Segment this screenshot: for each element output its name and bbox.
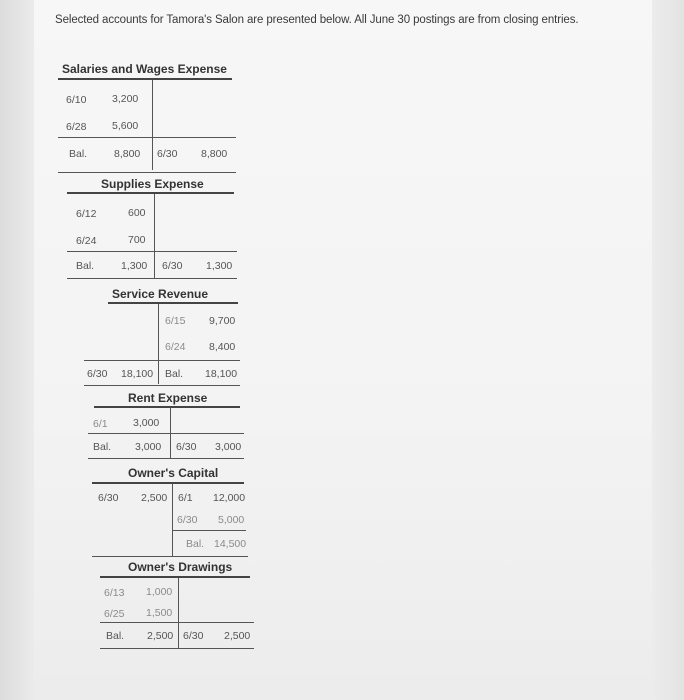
- balance-label: Bal.: [76, 260, 95, 272]
- entry-date: 6/30: [177, 514, 198, 526]
- closing-rule: [88, 458, 244, 459]
- credit-date: 6/30: [183, 630, 204, 642]
- account-title: Salaries and Wages Expense: [62, 62, 227, 76]
- closing-rule: [58, 172, 236, 173]
- entry-date: 6/15: [165, 315, 186, 327]
- title-underline: [94, 406, 240, 408]
- t-divider: [154, 194, 155, 278]
- entry-amount: 600: [128, 207, 146, 219]
- entry-amount: 1,500: [146, 607, 173, 619]
- credit-date: 6/30: [162, 260, 183, 272]
- credit-amount: 1,300: [206, 260, 233, 272]
- entry-amount: 8,400: [209, 341, 236, 353]
- title-underline: [100, 576, 250, 578]
- balance-amount: 3,000: [135, 441, 162, 453]
- entry-amount: 1,000: [146, 586, 173, 598]
- balance-amount: 18,100: [205, 368, 238, 380]
- entry-date: 6/1: [178, 492, 193, 504]
- account-title: Owner's Drawings: [128, 560, 233, 574]
- account-title: Service Revenue: [112, 287, 209, 301]
- balance-amount: 8,800: [114, 148, 141, 160]
- balance-label: Bal.: [106, 630, 125, 642]
- debit-amount: 18,100: [121, 368, 154, 380]
- debit-date: 6/30: [87, 368, 108, 380]
- closing-rule: [100, 648, 254, 649]
- entry-amount: 3,000: [133, 417, 160, 429]
- t-divider: [152, 80, 153, 170]
- entry-date: 6/10: [66, 94, 87, 106]
- credit-amount: 3,000: [215, 441, 242, 453]
- title-underline: [92, 482, 244, 484]
- balance-amount: 1,300: [121, 260, 148, 272]
- closing-rule: [67, 278, 237, 279]
- balance-amount: 2,500: [147, 630, 174, 642]
- right-margin-shadow: [652, 0, 684, 700]
- debit-amount: 2,500: [141, 492, 168, 504]
- entry-date: 6/28: [66, 121, 87, 133]
- balance-rule: [100, 622, 254, 623]
- intro-text: Selected accounts for Tamora's Salon are presented below. All June 30 postings are from closing entries.: [55, 14, 579, 26]
- balance-label: Bal.: [165, 368, 184, 380]
- entry-amount: 700: [128, 234, 146, 246]
- title-underline: [67, 192, 234, 194]
- closing-rule: [84, 385, 240, 386]
- entry-amount: 3,200: [112, 93, 139, 105]
- balance-rule: [58, 137, 236, 138]
- entry-date: 6/12: [76, 208, 97, 220]
- entry-date: 6/25: [104, 608, 125, 620]
- credit-date: 6/30: [176, 441, 197, 453]
- account-title: Rent Expense: [128, 391, 208, 405]
- title-underline: [108, 302, 238, 304]
- entry-amount: 12,000: [213, 492, 246, 504]
- balance-amount: 14,500: [214, 538, 247, 550]
- debit-date: 6/30: [98, 492, 119, 504]
- balance-rule: [172, 530, 246, 531]
- title-underline: [58, 78, 232, 80]
- balance-label: Bal.: [69, 148, 88, 160]
- left-margin-shadow: [0, 0, 34, 700]
- entry-date: 6/13: [104, 587, 125, 599]
- balance-label: Bal.: [93, 441, 112, 453]
- credit-amount: 2,500: [224, 630, 251, 642]
- entry-amount: 9,700: [209, 315, 236, 327]
- credit-amount: 8,800: [201, 148, 228, 160]
- entry-amount: 5,000: [218, 514, 245, 526]
- t-divider: [172, 484, 173, 556]
- account-title: Supplies Expense: [101, 177, 204, 191]
- t-divider: [178, 578, 179, 648]
- balance-rule: [88, 433, 244, 434]
- credit-date: 6/30: [157, 148, 178, 160]
- balance-rule: [67, 251, 237, 252]
- document-page: [34, 0, 652, 700]
- closing-rule: [92, 556, 248, 557]
- t-divider: [158, 304, 159, 384]
- entry-amount: 5,600: [112, 120, 139, 132]
- balance-label: Bal.: [186, 538, 205, 550]
- entry-date: 6/24: [76, 235, 97, 247]
- balance-rule: [84, 360, 240, 361]
- entry-date: 6/24: [165, 341, 186, 353]
- account-title: Owner's Capital: [128, 466, 219, 480]
- entry-date: 6/1: [93, 418, 108, 430]
